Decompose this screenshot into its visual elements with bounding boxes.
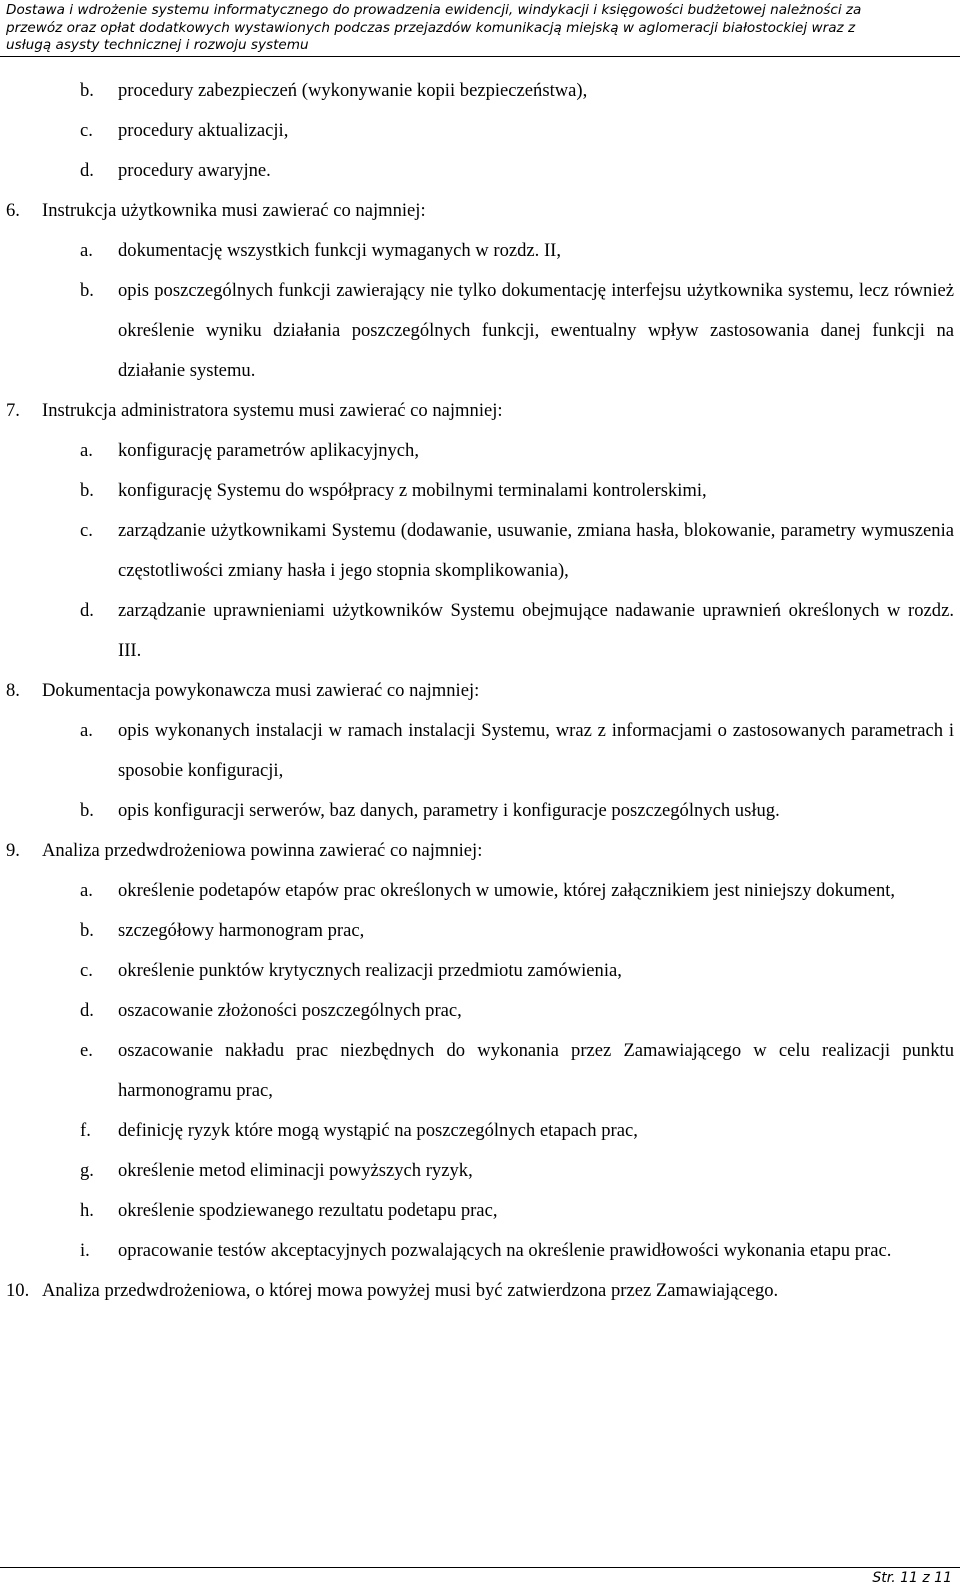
list-item [0,511,960,591]
list-item-text: procedury zabezpieczeń (wykonywanie kopii bezpieczeństwa), [118,80,588,101]
list-item-letter: b. [80,80,94,101]
list-item [0,471,960,511]
list-item [0,1151,960,1191]
list-item-letter: d. [80,600,94,621]
list-item [0,1231,960,1271]
list-item-text: określenie punktów krytycznych realizacji przedmiotu zamówienia, [118,960,622,981]
document-body [0,71,960,1311]
list-item [0,71,960,111]
list-item-letter: h. [80,1200,94,1221]
section-heading [0,671,960,711]
list-item-text: opracowanie testów akceptacyjnych pozwalających na określenie prawidłowości wykonania etapu prac. [118,1240,892,1261]
page-header [6,2,954,55]
section-heading [0,1271,960,1311]
header-line-1: Dostawa i wdrożenie systemu informatycznego do prowadzenia ewidencji, windykacji i księgowości budżetowej należności za [6,2,862,18]
section-number: 9. [6,840,20,861]
list-item-text: opis poszczególnych funkcji zawierający nie tylko dokumentację interfejsu użytkownika systemu, lecz również określenie wyniku działania poszczególnych funkcji, ewentualny wpływ zastosowania danej funkcji na działanie systemu. [118,280,954,381]
list-item-text: określenie metod eliminacji powyższych ryzyk, [118,1160,473,1181]
list-item-letter: a. [80,880,93,901]
list-item [0,111,960,151]
list-item-text: procedury aktualizacji, [118,120,289,141]
list-item-letter: c. [80,520,93,541]
section-title: Dokumentacja powykonawcza musi zawierać co najmniej: [42,680,480,701]
header-line-3: usługą asysty technicznej i rozwoju systemu [6,37,309,53]
list-item-letter: a. [80,720,93,741]
list-item [0,1031,960,1111]
list-item [0,791,960,831]
list-item [0,591,960,671]
list-item-text: zarządzanie użytkownikami Systemu (dodawanie, usuwanie, zmiana hasła, blokowanie, parametry wymuszenia częstotliwości zmiany hasła i jego stopnia skomplikowania), [118,520,954,581]
list-item-text: oszacowanie złożoności poszczególnych prac, [118,1000,462,1021]
list-item-letter: b. [80,280,94,301]
list-item-text: opis konfiguracji serwerów, baz danych, parametry i konfiguracje poszczególnych usług. [118,800,780,821]
list-item [0,1191,960,1231]
list-item-text: szczegółowy harmonogram prac, [118,920,365,941]
section-number: 10. [6,1280,30,1301]
list-item-text: opis wykonanych instalacji w ramach instalacji Systemu, wraz z informacjami o zastosowanych parametrach i sposobie konfiguracji, [118,720,954,781]
list-item-letter: d. [80,160,94,181]
list-item-text: zarządzanie uprawnieniami użytkowników Systemu obejmujące nadawanie uprawnień określonych w rozdz. III. [118,600,954,661]
list-item [0,431,960,471]
list-item-letter: i. [80,1240,90,1261]
list-item-letter: a. [80,440,93,461]
list-item-letter: g. [80,1160,94,1181]
list-item [0,711,960,791]
list-item-text: procedury awaryjne. [118,160,271,181]
section-title: Instrukcja administratora systemu musi zawierać co najmniej: [42,400,503,421]
list-item [0,231,960,271]
list-item-letter: f. [80,1120,91,1141]
list-item [0,151,960,191]
list-item-text: konfigurację Systemu do współpracy z mobilnymi terminalami kontrolerskimi, [118,480,707,501]
list-item-letter: b. [80,480,94,501]
list-item-letter: c. [80,120,93,141]
list-item-letter: c. [80,960,93,981]
section-title: Analiza przedwdrożeniowa powinna zawierać co najmniej: [42,840,483,861]
section-number: 8. [6,680,20,701]
list-item-letter: b. [80,920,94,941]
header-divider [0,56,960,57]
section-number: 6. [6,200,20,221]
section-title: Instrukcja użytkownika musi zawierać co najmniej: [42,200,426,221]
page-number [872,1569,952,1587]
section-title: Analiza przedwdrożeniowa, o której mowa powyżej musi być zatwierdzona przez Zamawiającego. [42,1280,779,1301]
list-item [0,951,960,991]
section-heading [0,831,960,871]
list-item [0,871,960,911]
list-item [0,991,960,1031]
section-number: 7. [6,400,20,421]
page-number-label: Str. 11 z 11 [872,1570,952,1586]
list-item-letter: b. [80,800,94,821]
list-item-text: oszacowanie nakładu prac niezbędnych do wykonania przez Zamawiającego w celu realizacji punktu harmonogramu prac, [118,1040,954,1101]
list-item-letter: e. [80,1040,93,1061]
section-heading [0,191,960,231]
list-item-text: konfigurację parametrów aplikacyjnych, [118,440,419,461]
list-item [0,911,960,951]
section-heading [0,391,960,431]
list-item [0,271,960,391]
list-item-text: definicję ryzyk które mogą wystąpić na poszczególnych etapach prac, [118,1120,638,1141]
list-item-letter: d. [80,1000,94,1021]
list-item-letter: a. [80,240,93,261]
footer-divider [0,1567,960,1568]
header-line-2: przewóz oraz opłat dodatkowych wystawionych podczas przejazdów komunikacją miejską w aglomeracji białostockiej wraz z [6,19,856,36]
list-item-text: określenie podetapów etapów prac określonych w umowie, której załącznikiem jest niniejszy dokument, [118,880,896,901]
list-item [0,1111,960,1151]
list-item-text: dokumentację wszystkich funkcji wymaganych w rozdz. II, [118,240,562,261]
list-item-text: określenie spodziewanego rezultatu podetapu prac, [118,1200,498,1221]
